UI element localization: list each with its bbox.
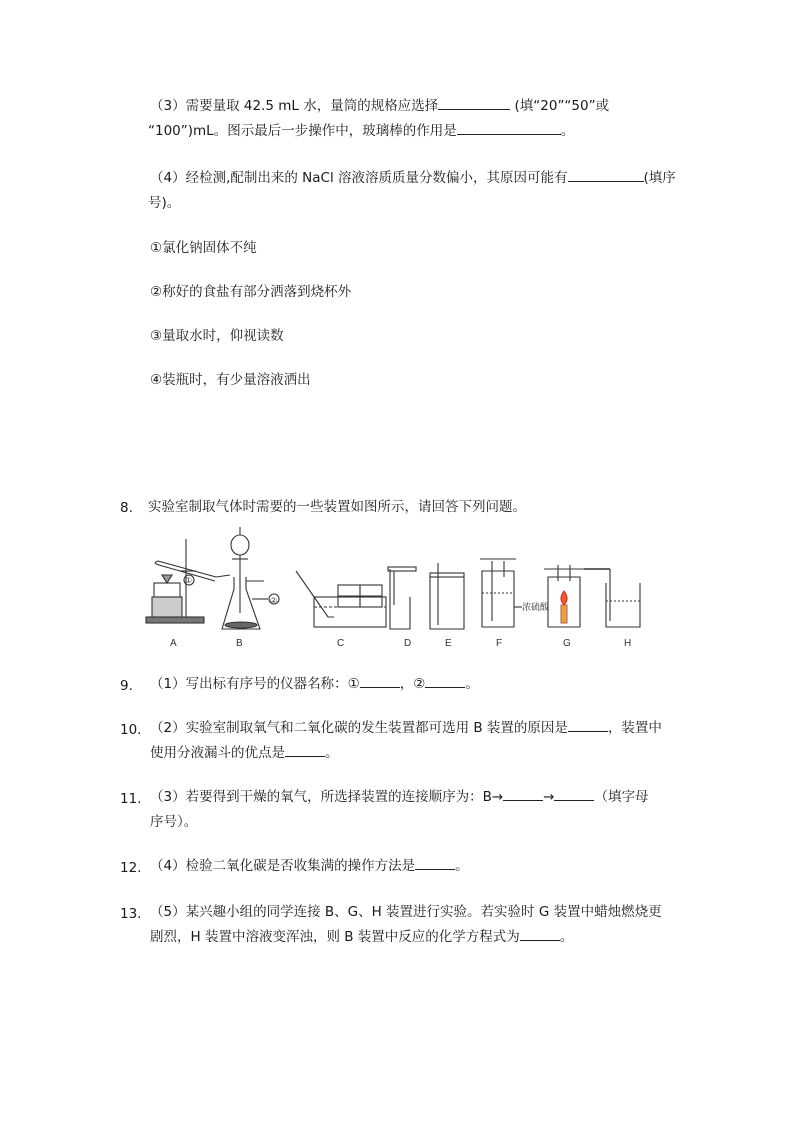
q7-part3-line1 (150, 94, 690, 119)
apparatus-c (296, 571, 386, 627)
q11-text: → (543, 789, 555, 805)
answer-blank[interactable] (457, 120, 561, 135)
q11-text: （填字母 (594, 789, 649, 805)
q7-part3-line2 (148, 119, 690, 144)
marker-2: ② (270, 596, 278, 605)
answer-blank[interactable] (360, 673, 400, 688)
option-text: ③量取水时，仰视读数 (150, 328, 284, 344)
q11-stem (150, 785, 690, 835)
q7-part3 (150, 94, 690, 144)
q9-text: ，② (399, 676, 426, 692)
q10-text: ，装置中 (607, 720, 662, 736)
q10-text: （2）实验室制取氧气和二氧化碳的发生装置都可选用 B 装置的原因是 (150, 720, 568, 736)
apparatus-b (222, 527, 279, 629)
label-e: E (445, 638, 452, 649)
q7-part4-text: (填序 (643, 170, 676, 186)
answer-blank[interactable] (438, 95, 510, 110)
q7-part4-line1 (150, 166, 690, 191)
q11-text: （3）若要得到干燥的氧气，所选择装置的连接顺序为：B→ (150, 789, 504, 805)
q7-part4-text: （4）经检测,配制出来的 NaCl 溶液溶质质量分数偏小，其原因可能有 (150, 170, 568, 186)
q13-number: 13. (120, 906, 142, 922)
q9-number: 9. (120, 678, 133, 694)
label-f: F (496, 638, 503, 649)
q10-text: 。 (325, 745, 339, 761)
q10-text: 使用分液漏斗的优点是 (150, 745, 285, 761)
q11-line2 (150, 810, 690, 835)
q10-line2 (150, 741, 690, 766)
reagent-label: 浓硫酸 (522, 602, 550, 612)
label-c: C (337, 638, 345, 649)
q13-text: （5）某兴趣小组的同学连接 B、G、H 装置进行实验。若实验时 G 装置中蜡烛燃烧更 (150, 904, 662, 920)
answer-blank[interactable] (503, 786, 543, 801)
q11-line1 (150, 785, 690, 810)
answer-blank[interactable] (568, 167, 644, 182)
q13-text: 剧烈，H 装置中溶液变浑浊，则 B 装置中反应的化学方程式为 (150, 929, 520, 945)
q7-part3-text: “100”)mL。图示最后一步操作中，玻璃棒的作用是 (148, 123, 457, 139)
q12-stem (150, 854, 690, 879)
q7-part4-text: 号)。 (148, 195, 181, 211)
apparatus-d (388, 567, 416, 629)
q10-line1 (150, 716, 690, 741)
answer-blank[interactable] (520, 926, 560, 941)
q7-part4-line2 (148, 191, 690, 216)
option-text: ②称好的食盐有部分洒落到烧杯外 (150, 284, 352, 300)
apparatus-g (544, 565, 610, 627)
q8-number: 8. (120, 500, 133, 516)
q12-text: 。 (455, 858, 469, 874)
answer-blank[interactable] (415, 855, 455, 870)
q7-part3-text: 。 (560, 123, 575, 139)
label-d: D (404, 638, 412, 649)
q13-stem (150, 900, 690, 950)
q10-stem (150, 716, 690, 766)
q7-part4 (150, 166, 690, 216)
answer-blank[interactable] (425, 673, 465, 688)
option-text: ④装瓶时，有少量溶液洒出 (150, 372, 311, 388)
q8-stem-text: 实验室制取气体时需要的一些装置如图所示，请回答下列问题。 (148, 499, 526, 515)
label-a: A (170, 638, 177, 649)
q12-number: 12. (120, 860, 142, 876)
q9-text: （1）写出标有序号的仪器名称：① (150, 676, 360, 692)
q7-option-1 (150, 236, 690, 261)
label-g: G (563, 638, 571, 649)
apparatus-figure (140, 525, 650, 650)
q8-stem (148, 495, 688, 520)
q10-number: 10. (120, 722, 142, 738)
q7-part3-text: （3）需要量取 42.5 mL 水，量筒的规格应选择 (150, 98, 439, 114)
q13-line1 (150, 900, 690, 925)
apparatus-h (606, 569, 640, 627)
answer-blank[interactable] (554, 786, 594, 801)
answer-blank[interactable] (285, 742, 325, 757)
q11-number: 11. (120, 791, 142, 807)
q7-option-2 (150, 280, 690, 305)
q7-option-3 (150, 324, 690, 349)
q13-line2 (150, 925, 690, 950)
q9-stem (150, 672, 690, 697)
q9-text: 。 (465, 676, 479, 692)
apparatus-e (430, 563, 464, 629)
label-b: B (236, 638, 243, 649)
q7-option-4 (150, 368, 690, 393)
answer-blank[interactable] (568, 717, 608, 732)
label-h: H (624, 638, 632, 649)
marker-1: ① (185, 576, 193, 585)
option-text: ①氯化钠固体不纯 (150, 240, 257, 256)
q7-part3-text: (填“20”“50”或 (514, 98, 610, 114)
q11-text: 序号）。 (150, 814, 198, 830)
q13-text: 。 (559, 929, 574, 945)
q12-text: （4）检验二氧化碳是否收集满的操作方法是 (150, 858, 416, 874)
apparatus-f (480, 559, 522, 627)
